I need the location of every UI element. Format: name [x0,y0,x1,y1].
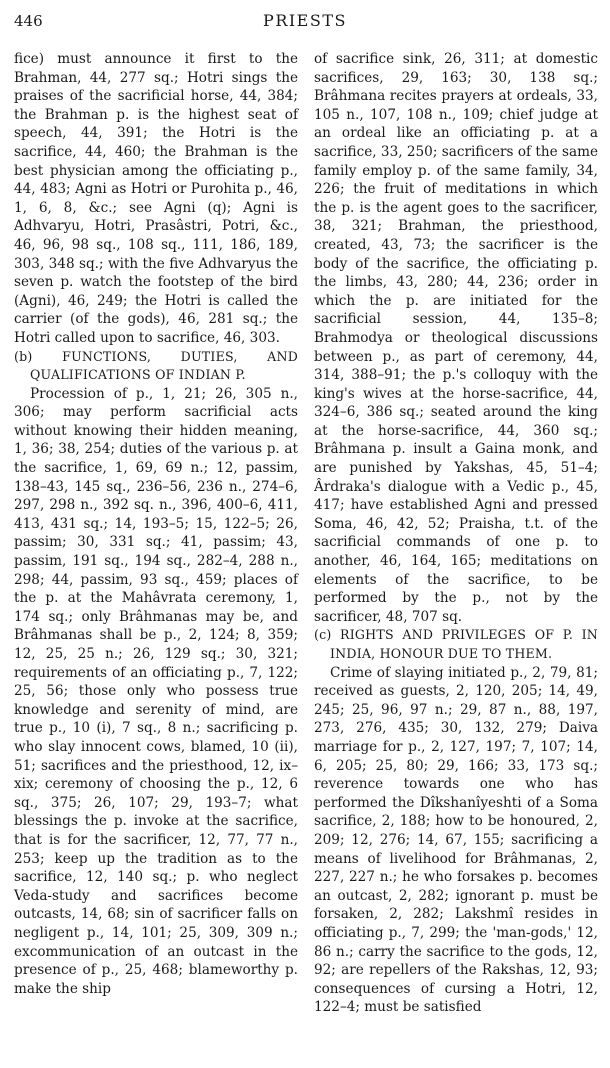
index-entry-continuation-right: of sacrifice sink, 26, 311; at domestic sacrifices, 29, 163; 30, 138 sq.; Brâhmana recites prayers at ordeals, 33, 105 n., 107, 108 n., 109; chief judge at an ordeal like an officiating p. at a sacrifice, 33, 250; sacrificers of the same family employ p. of the same family, 34, 226; the fruit of meditations in which the p. is the agent goes to the sacrificer, 38, 321; Brahman, the priesthood, created, 43, 73; the sacrificer is the body of the sacrifice, the officiating p. the limbs, 43, 280; 44, 236; order in which the p. are initiated for the sacrificial session, 44, 135–8; Brahmodya or theological discussions between p., as part of ceremony, 44, 314, 388–91; the p.'s colloquy with the king's wives at the horse-sacrifice, 44, 324–6, 386 sq.; seated around the king at the horse-sacrifice, 44, 360 sq.; Brâhmana p. insult a Gaina monk, and are punished by Yakshas, 45, 51–4; Ârdraka's dialogue with a Vedic p., 45, 417; have established Agni and pressed Soma, 46, 42, 52; Praisha, t.t. of the sacrificial commands of one p. to another, 46, 164, 165; meditations on elements of the sacrifice, to be performed by the p., not by the sacrificer, 48, 707 sq. [314,51,598,625]
index-entry-continuation: fice) must announce it first to the Brahman, 44, 277 sq.; Hotri sings the praises of the sacrificial horse, 44, 384; the Brahman p. is the highest seat of speech, 44, 391; the Hotri is the sacrifice, 44, 460; the Brahman is the best physician among the officiating p., 44, 483; Agni as Hotri or Purohita p., 46, 1, 6, 8, &c.; see Agni (q); Agni is Adhvaryu, Hotri, Prasâstri, Potri, &c., 46, 96, 98 sq., 108 sq., 111, 186, 189, 303, 348 sq.; with the five Adhvaryus the seven p. watch the footstep of the bird (Agni), 46, 249; the Hotri is called the carrier (of the gods), 46, 281 sq.; the Hotri called upon to sacrifice, 46, 303. [14,51,298,346]
running-title: PRIESTS [263,11,347,30]
subsection-heading-c: (c) RIGHTS AND PRIVILEGES OF P. IN INDIA, HONOUR DUE TO THEM. [314,627,598,661]
right-column [314,50,598,1017]
subsection-heading-b: (b) FUNCTIONS, DUTIES, AND QUALIFICATIONS OF INDIAN P. [14,348,298,383]
index-entry-rights: Crime of slaying initiated p., 2, 79, 81; received as guests, 2, 120, 205; 14, 49, 245; 25, 96, 97 n.; 29, 87 n., 88, 197, 273, 276, 435; 30, 132, 279; Daiva marriage for p., 2, 127, 197; 7, 107; 14, 6, 205; 25, 80; 29, 166; 33, 173 sq.; reverence towards one who has performed the Dîkshanîyeshti of a Soma sacrifice, 2, 188; how to be honoured, 2, 209; 12, 276; 14, 67, 155; sacrificing a means of livelihood for Brâhmanas, 2, 227, 227 n.; he who forsakes p. becomes an outcast, 2, 282; ignorant p. must be forsaken, 2, 282; Lakshmî resides in officiating p., 7, 299; the 'man-gods,' 12, 86 n.; carry the sacrifice to the gods, 12, 92; are repellers of the Rakshas, 12, 93; consequences of cursing a Hotri, 12, 122–4; must be satisfied [314,664,598,1016]
index-entry-functions: Procession of p., 1, 21; 26, 305 n., 306; may perform sacrificial acts without knowing their hidden meaning, 1, 36; 38, 254; duties of the various p. at the sacrifice, 1, 69, 69 n.; 12, passim, 138–43, 145 sq., 236–56, 236 n., 274–6, 297, 298 n., 392 sq. n., 396, 400–6, 411, 413, 431 sq.; 14, 193–5; 15, 122–5; 26, passim; 30, 331 sq.; 41, passim; 43, passim, 191 sq., 194 sq., 282–4, 288 n., 298; 44, passim, 93 sq., 459; places of the p. at the Mahâvrata ceremony, 1, 174 sq.; only Brâhmanas may be, and Brâhmanas shall be p., 2, 124; 8, 359; 12, 25, 25 n.; 26, 129 sq.; 30, 321; requirements of an officiating p., 7, 122; 25, 56; those only who possess true knowledge and serenity of mind, are true p., 10 (i), 7 sq., 8 n.; sacrificing p. who slay innocent cows, blamed, 10 (ii), 51; sacrifices and the priesthood, 12, ix–xix; ceremony of choosing the p., 12, 6 sq., 375; 26, 107; 29, 193–7; what blessings the p. invoke at the sacrifice, that is for the sacrificer, 12, 77, 77 n., 253; keep up the tradition as to the sacrifice, 12, 140 sq.; p. who neglect Veda-study and sacrifices become outcasts, 14, 68; sin of sacrificer falls on negligent p., 14, 101; 25, 309, 309 n.; excommunication of an outcast in the presence of p., 25, 468; blameworthy p. make the ship [14,385,298,997]
left-column [14,50,298,998]
page-number: 446 [14,12,43,30]
page-header [14,8,596,34]
